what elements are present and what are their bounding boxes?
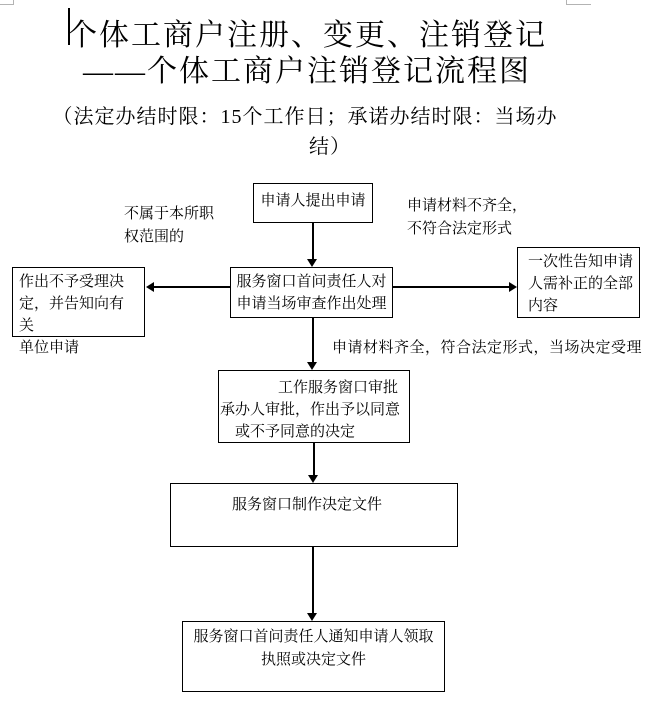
flow-box-deliver-line: 执照或决定文件 xyxy=(260,652,366,668)
flow-box-supplement-line: 人需补正的全部 xyxy=(528,276,634,292)
flow-box-supplement-line: 一次性告知申请 xyxy=(528,254,634,270)
arrow-review-to-approve-head-icon xyxy=(307,362,317,370)
page-title-line-2: ——个体工商户注销登记流程图 xyxy=(83,55,531,88)
page-corner-mark-right xyxy=(566,0,591,5)
flow-box-approve-line: 或不予同意的决定 xyxy=(235,424,356,440)
flow-box-supplement-line: 内容 xyxy=(528,298,559,314)
arrow-review-to-reject-line xyxy=(154,286,230,288)
arrow-review-to-reject-head-icon xyxy=(146,282,154,292)
arrow-docmake-to-deliver-line xyxy=(312,547,314,614)
flow-box-deliver[interactable] xyxy=(182,621,445,692)
flow-box-apply-text: 申请人提出申请 xyxy=(260,193,366,209)
arrow-apply-to-review-line xyxy=(312,223,314,261)
label-out-of-scope[interactable] xyxy=(124,203,214,249)
page-subtitle-line-1: （法定办结时限：15个工作日；承诺办结时限：当场办 xyxy=(52,106,558,128)
flow-box-supplement[interactable] xyxy=(517,247,640,318)
label-out-of-scope-line: 不属于本所职 xyxy=(124,206,215,222)
flow-box-apply[interactable] xyxy=(253,183,373,223)
flow-box-review[interactable] xyxy=(230,267,393,318)
flow-box-reject-line: 单位申请 xyxy=(19,340,80,356)
arrow-review-to-supplement-line xyxy=(393,286,509,288)
flow-box-make-document[interactable] xyxy=(170,483,458,547)
page-subtitle-line-2: 结） xyxy=(309,136,351,158)
flow-box-deliver-line: 服务窗口首问责任人通知申请人领取 xyxy=(193,629,434,645)
flow-box-make-document-text: 服务窗口制作决定文件 xyxy=(232,497,383,513)
label-materials-complete[interactable]: 申请材料齐全，符合法定形式，当场决定受理 xyxy=(332,340,643,356)
flow-box-approve-line: 工作服务窗口审批 xyxy=(278,380,399,396)
flow-box-approve[interactable] xyxy=(218,370,410,443)
label-materials-incomplete-line: 不符合法定形式 xyxy=(407,221,513,237)
flow-box-approve-line: 承办人审批，作出予以同意 xyxy=(220,402,401,418)
arrow-approve-to-docmake-head-icon xyxy=(308,475,318,483)
flow-box-reject-line: 定，并告知向有关 xyxy=(19,296,125,334)
label-materials-incomplete-line: 申请材料不齐全， xyxy=(407,198,528,214)
flow-box-review-line: 申请当场审查作出处理 xyxy=(236,296,387,312)
flow-box-reject[interactable] xyxy=(12,267,145,356)
page-corner-mark-left xyxy=(0,0,14,5)
label-materials-incomplete[interactable] xyxy=(407,195,527,241)
arrow-docmake-to-deliver-head-icon xyxy=(307,613,317,621)
arrow-review-to-approve-line xyxy=(312,318,314,363)
flow-box-review-line: 服务窗口首问责任人对 xyxy=(236,274,387,290)
page-title-line-1: 个体工商户注册、变更、注销登记 xyxy=(67,19,547,52)
flow-box-reject-line: 作出不予受理决 xyxy=(19,274,125,290)
arrow-approve-to-docmake-line xyxy=(313,443,315,476)
arrow-apply-to-review-head-icon xyxy=(307,259,317,267)
label-out-of-scope-line: 权范围的 xyxy=(124,229,185,245)
arrow-review-to-supplement-head-icon xyxy=(509,282,517,292)
